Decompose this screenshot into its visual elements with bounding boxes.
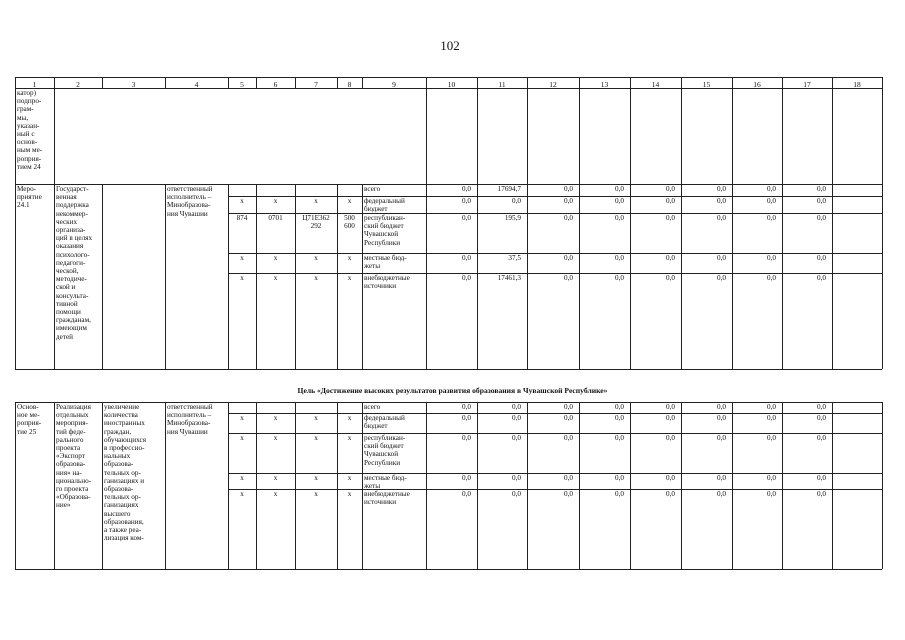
fragment-grid-line [426,88,427,184]
fragment-grid-line [630,88,631,184]
measure-name: Реализация [56,403,91,411]
budget-code: x [314,474,318,482]
amount-value: 0,0 [717,474,726,482]
measure-name: го проекта [56,485,89,493]
amount-value: 0,0 [666,490,675,498]
budget-code: x [347,197,352,205]
budget-code: x [314,490,318,498]
column-number-5: 5 [240,80,244,89]
fragment-text: тием 24 [17,162,41,171]
section-grid-line [681,402,682,569]
fragment-grid-line [477,88,478,184]
amount-value: 0,0 [462,414,471,422]
fragment-grid-line [54,88,55,184]
indicator-text: высшего [104,509,131,518]
column-number-16: 16 [753,80,761,89]
section-grid-line [165,184,166,369]
amount-value: 0,0 [462,474,471,482]
measure-name: педагоги- [56,258,86,267]
amount-value: 0,0 [564,185,573,193]
column-number-9: 9 [392,80,396,89]
amount-value: 0,0 [767,197,776,205]
amount-value: 0,0 [564,254,573,262]
measure-name: ния» на- [56,468,82,477]
amount-value: 0,0 [615,403,624,411]
fragment-text: указан- [17,121,40,130]
measure-name: венная [56,193,77,202]
funding-source: источники [364,282,397,291]
amount-value: 0,0 [564,214,573,222]
amount-value: 0,0 [462,254,471,262]
amount-value: 0,0 [666,214,675,222]
amount-value: 0,0 [817,185,826,193]
section-grid-line [337,402,338,569]
fragment-grid-line [782,88,783,184]
budget-code: x [273,274,278,282]
responsible-executor: ответственный [167,185,213,193]
responsible-executor: ния Чувашии [167,427,208,436]
amount-value: 0,0 [767,490,776,498]
column-number-12: 12 [549,80,557,89]
funding-source: жеты [364,262,381,271]
budget-code: x [314,254,318,262]
amount-value: 0,0 [666,197,675,205]
budget-code: x [314,414,318,422]
fragment-text: роприя- [17,154,42,163]
funding-source: местные бюд- [364,254,407,262]
section-grid-line [165,402,166,569]
budget-code: x [347,254,352,262]
amount-value: 0,0 [564,474,573,482]
amount-value: 0,0 [817,274,826,282]
section-grid-line [732,402,733,569]
indicator-text: тельных ор- [104,468,141,477]
indicator-text: а также реа- [104,526,142,534]
funding-source: Республики [364,238,401,247]
measure-name: ние» [56,501,71,510]
measure-name: ционально- [56,476,92,485]
measure-name: рального [56,435,84,444]
fragment-grid-line [681,88,682,184]
measure-name: детей [56,332,74,341]
amount-value: 0,0 [817,414,826,422]
section-grid-line [782,402,783,569]
measure-name: поддержка [56,201,89,210]
amount-value: 0,0 [615,254,624,262]
amount-value: 0,0 [615,274,624,282]
indicator-text: ганизациях [104,501,139,510]
funding-source: республикан- [364,434,406,442]
fragment-grid-line [579,88,580,184]
funding-source: федеральный [364,197,405,205]
section-grid-line [228,402,229,569]
amount-value: 0,0 [817,434,826,442]
amount-value: 0,0 [564,197,573,205]
responsible-executor: Минобразова- [167,419,211,428]
amount-value: 0,0 [817,403,826,411]
page-number: 102 [440,38,460,53]
section-grid-line [527,402,528,569]
measure-name: проекта [56,444,81,452]
fragment-grid-line [732,88,733,184]
measure-name: отдельных [56,411,89,420]
indicator-text: в профессио- [104,444,145,452]
budget-code: 874 [236,214,248,222]
measure-name: помощи [56,308,81,316]
amount-value: 0,0 [615,490,624,498]
budget-code: x [314,274,318,282]
budget-code: x [240,490,244,498]
amount-value: 0,0 [462,197,471,205]
responsible-executor: ния Чувашии [167,209,208,218]
measure-name: тивной [56,299,78,308]
budget-code: x [240,254,244,262]
measure-name: «Образова- [56,493,91,502]
row-line [228,569,882,570]
amount-value: 0,0 [717,214,726,222]
amount-value: 0,0 [462,434,471,442]
amount-value: 0,0 [666,474,675,482]
indicator-text: образова- [104,485,134,493]
amount-value: 0,0 [717,197,726,205]
measure-name: методиче- [56,275,87,284]
section-grid-line [102,402,103,569]
amount-value: 0,0 [462,214,471,222]
funding-source: бюджет [364,422,388,431]
amount-value: 0,0 [767,403,776,411]
amount-value: 0,0 [666,403,675,411]
amount-value: 0,0 [767,254,776,262]
funding-source: федеральный [364,414,405,422]
measure-name: гражданам, [56,316,91,325]
amount-value: 0,0 [767,274,776,282]
measure-name: ской и [56,283,76,292]
amount-value: 37,5 [508,254,521,262]
budget-code: x [347,474,352,482]
column-number-13: 13 [600,80,609,89]
fragment-text: мы, [17,113,29,122]
section-grid-line [102,184,103,369]
measure-name: некоммер- [56,209,88,218]
section-grid-line [295,402,296,569]
funding-source: внебюджетные [364,274,410,282]
column-number-6: 6 [273,80,278,89]
amount-value: 0,0 [767,474,776,482]
measure-name: имеющим [56,324,87,333]
amount-value: 195,9 [504,214,521,222]
column-number-1: 1 [32,80,37,89]
funding-source: внебюджетные [364,490,410,498]
measure-label: приятие [17,193,42,202]
amount-value: 0,0 [817,490,826,498]
indicator-text: образования, [104,517,144,526]
column-number-18: 18 [853,80,861,89]
amount-value: 0,0 [717,490,726,498]
amount-value: 0,0 [767,214,776,222]
amount-value: 0,0 [462,185,471,193]
funding-source: республикан- [364,214,406,222]
amount-value: 0,0 [564,434,573,442]
indicator-text: нальных [104,452,131,461]
column-number-10: 10 [447,80,456,89]
funding-source: Республики [364,458,401,467]
measure-label: 24.1 [17,201,30,210]
amount-value: 0,0 [615,214,624,222]
measure-label: Основ- [17,403,39,411]
amount-value: 0,0 [615,434,624,442]
measure-name: ческой, [56,267,79,275]
indicator-text: лизация ком- [104,534,144,543]
budget-code: x [314,197,318,205]
funding-source: местные бюд- [364,474,407,482]
column-number-7: 7 [314,80,318,89]
measure-label: роприя- [17,419,42,428]
responsible-executor: Минобразова- [167,201,211,210]
amount-value: 0,0 [717,274,726,282]
amount-value: 0,0 [615,474,624,482]
fragment-grid-line [15,88,16,184]
budget-code: x [347,274,352,282]
measure-label: тие 25 [17,427,37,436]
budget-code: 500 600 [344,214,355,231]
fragment-text: основ- [17,138,38,147]
section-grid-line [882,402,883,569]
amount-value: 0,0 [512,434,521,442]
amount-value: 0,0 [615,197,624,205]
header-top-line [15,77,882,78]
amount-value: 0,0 [717,185,726,193]
amount-value: 0,0 [767,434,776,442]
fragment-grid-line [527,88,528,184]
indicator-text: образова- [104,460,134,469]
section-grid-line [477,402,478,569]
amount-value: 17461,3 [497,274,521,282]
budget-code: 0701 [268,214,283,222]
budget-code: x [273,414,278,422]
fragment-text: ным ме- [17,146,43,155]
amount-value: 0,0 [666,254,675,262]
section-grid-line [426,402,427,569]
section-grid-line [54,184,55,369]
goal-heading: Цель «Достижение высоких результатов развития образования в Чувашской Республике» [297,386,608,395]
amount-value: 0,0 [817,474,826,482]
funding-source: ский бюджет [364,442,404,451]
column-number-2: 2 [76,80,80,89]
fragment-grid-line [882,88,883,184]
amount-value: 0,0 [564,274,573,282]
section-grid-line [54,402,55,569]
amount-value: 0,0 [462,274,471,282]
budget-code: x [273,474,278,482]
budget-code: x [240,414,244,422]
header-grid-line [882,77,883,88]
measure-name: психолого- [56,250,90,259]
measure-name: образова- [56,460,86,469]
budget-code: x [240,197,244,205]
amount-value: 0,0 [666,185,675,193]
measure-name: Государст- [56,185,89,193]
budget-code: x [273,490,278,498]
amount-value: 0,0 [512,490,521,498]
section-grid-line [832,184,833,369]
measure-name: оказания [56,242,84,251]
measure-name: мероприя- [56,419,88,428]
amount-value: 0,0 [717,254,726,262]
fragment-text: ный с [17,130,35,138]
section-grid-line [579,402,580,569]
measure-name: ций в целях [56,234,93,243]
funding-source: ский бюджет [364,222,404,231]
measure-label: Меро- [17,185,37,193]
section-grid-line [15,402,16,569]
column-number-14: 14 [651,80,660,89]
amount-value: 0,0 [615,185,624,193]
column-number-17: 17 [803,80,811,89]
section-grid-line [256,402,257,569]
indicator-text: иностранных [104,419,145,428]
measure-name: организа- [56,226,86,234]
fragment-grid-line [832,88,833,184]
amount-value: 0,0 [615,414,624,422]
fragment-text: подпро- [17,97,42,106]
budget-code: x [240,434,244,442]
amount-value: 0,0 [666,434,675,442]
amount-value: 0,0 [817,214,826,222]
budget-code: x [347,414,352,422]
amount-value: 0,0 [512,403,521,411]
measure-name: «Экспорт [56,452,85,461]
section-grid-line [882,184,883,369]
amount-value: 0,0 [564,414,573,422]
column-number-8: 8 [347,80,352,89]
amount-value: 0,0 [512,414,521,422]
amount-value: 0,0 [817,197,826,205]
amount-value: 0,0 [717,414,726,422]
section-bottom-line [15,569,228,570]
measure-name: ческих [56,217,78,226]
responsible-executor: исполнитель – [167,411,212,420]
indicator-text: увеличение [104,403,140,411]
section-grid-line [362,402,363,569]
funding-source: всего [364,185,381,193]
amount-value: 0,0 [767,185,776,193]
budget-code: x [240,474,244,482]
section-grid-line [630,402,631,569]
responsible-executor: исполнитель – [167,193,212,202]
section-bottom-line [15,369,228,370]
amount-value: 0,0 [462,403,471,411]
amount-value: 0,0 [817,254,826,262]
column-number-4: 4 [194,80,199,89]
section-grid-line [832,402,833,569]
funding-source: бюджет [364,205,388,214]
row-line [228,369,882,370]
funding-source: всего [364,403,381,411]
fragment-text: грам- [17,105,34,114]
funding-source: жеты [364,482,381,491]
section-grid-line [362,184,363,369]
responsible-executor: ответственный [167,403,213,411]
measure-name: тий феде- [56,427,86,436]
amount-value: 0,0 [564,403,573,411]
indicator-text: количества [104,411,138,420]
amount-value: 17694,7 [497,185,521,193]
budget-code: x [240,274,244,282]
funding-source: Чувашской [364,230,399,239]
amount-value: 0,0 [666,414,675,422]
amount-value: 0,0 [564,490,573,498]
amount-value: 0,0 [666,274,675,282]
column-number-3: 3 [131,80,136,89]
amount-value: 0,0 [767,414,776,422]
amount-value: 0,0 [717,434,726,442]
measure-name: консульта- [56,291,89,300]
indicator-text: ганизациях и [104,476,145,485]
budget-code: x [273,434,278,442]
amount-value: 0,0 [512,197,521,205]
section-grid-line [15,184,16,369]
measure-label: ное ме- [17,411,40,420]
amount-value: 0,0 [462,490,471,498]
fragment-text: катор) [17,89,37,97]
column-number-15: 15 [702,80,711,89]
budget-code: x [273,254,278,262]
budget-code: x [273,197,278,205]
budget-code: x [314,434,318,442]
column-number-11: 11 [498,80,506,89]
funding-source: Чувашской [364,450,399,459]
budget-code: x [347,490,352,498]
indicator-text: граждан, [104,427,132,436]
amount-value: 0,0 [717,403,726,411]
budget-code: Ц71Е362 292 [302,214,330,231]
funding-source: источники [364,498,397,507]
budget-code: x [347,434,352,442]
amount-value: 0,0 [512,474,521,482]
indicator-text: тельных ор- [104,493,141,502]
indicator-text: обучающихся [104,435,147,444]
